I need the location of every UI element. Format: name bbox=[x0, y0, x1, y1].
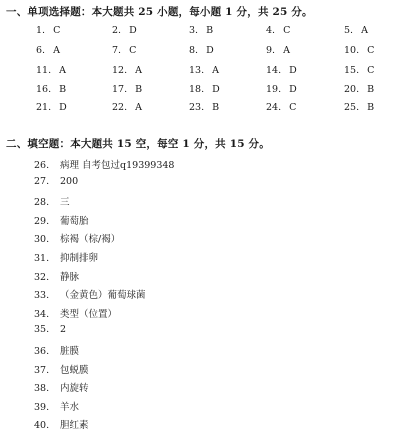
item-number: 30. bbox=[34, 234, 50, 246]
fill-answer-item bbox=[34, 213, 89, 227]
item-number: 37. bbox=[34, 364, 50, 376]
item-answer: 类型（位置） bbox=[60, 308, 118, 320]
item-answer: 胆红素 bbox=[60, 420, 89, 432]
item-number: 28. bbox=[34, 197, 50, 209]
item-number: 32. bbox=[34, 271, 50, 283]
item-answer: 三 bbox=[60, 197, 70, 209]
answer-letter: C bbox=[53, 25, 61, 36]
answer-letter: C bbox=[367, 45, 375, 56]
fill-answer-item bbox=[34, 269, 79, 283]
answer-letter: C bbox=[283, 25, 291, 36]
question-number: 25. bbox=[344, 102, 360, 113]
mc-answer-item bbox=[189, 45, 214, 56]
answer-letter: A bbox=[135, 102, 142, 113]
mc-answer-item bbox=[266, 102, 296, 113]
item-answer: 羊水 bbox=[60, 401, 80, 413]
question-number: 13. bbox=[189, 65, 205, 76]
item-number: 38. bbox=[34, 383, 50, 395]
answer-letter: A bbox=[53, 45, 60, 56]
item-number: 35. bbox=[34, 324, 50, 336]
question-number: 4. bbox=[266, 25, 276, 36]
item-answer: 抑制排卵 bbox=[60, 253, 99, 264]
question-number: 8. bbox=[189, 45, 199, 56]
fill-answer-item bbox=[34, 362, 89, 376]
mc-answer-item bbox=[344, 84, 374, 95]
mc-answer-item bbox=[189, 102, 219, 113]
item-answer: 棕褐（棕/褐） bbox=[60, 234, 121, 246]
mc-answer-item bbox=[112, 25, 137, 36]
fill-answer-item bbox=[34, 399, 79, 413]
mc-answer-item bbox=[266, 84, 297, 95]
question-number: 17. bbox=[112, 84, 128, 95]
mc-answer-item bbox=[112, 102, 142, 113]
answer-letter: C bbox=[129, 45, 137, 56]
mc-answer-item bbox=[266, 65, 297, 76]
question-number: 7. bbox=[112, 45, 122, 56]
mc-answer-item bbox=[189, 84, 220, 95]
question-number: 23. bbox=[189, 102, 205, 113]
mc-answer-item bbox=[344, 102, 374, 113]
mc-answer-item bbox=[112, 45, 136, 56]
item-answer: 200 bbox=[60, 175, 79, 187]
answer-letter: B bbox=[212, 102, 220, 113]
mc-answer-item bbox=[189, 25, 213, 36]
answer-letter: B bbox=[135, 84, 143, 95]
answer-letter: C bbox=[367, 65, 375, 76]
fill-answer-item bbox=[34, 287, 146, 301]
item-number: 31. bbox=[34, 253, 50, 264]
question-number: 5. bbox=[344, 25, 354, 36]
item-answer: 脏膜 bbox=[60, 346, 80, 357]
question-number: 12. bbox=[112, 65, 128, 76]
item-answer: （金黄色）葡萄球菌 bbox=[60, 290, 146, 302]
answer-letter: D bbox=[59, 102, 67, 113]
answer-letter: B bbox=[206, 25, 214, 36]
question-number: 18. bbox=[189, 84, 205, 95]
question-number: 2. bbox=[112, 25, 122, 36]
fill-answer-item bbox=[34, 176, 78, 187]
item-number: 27. bbox=[34, 175, 50, 187]
question-number: 19. bbox=[266, 84, 282, 95]
mc-answer-item bbox=[36, 102, 67, 113]
item-number: 33. bbox=[34, 290, 50, 302]
fill-answer-item bbox=[34, 157, 174, 171]
item-number: 26. bbox=[34, 160, 50, 171]
question-number: 9. bbox=[266, 45, 276, 56]
fill-answer-item bbox=[34, 250, 98, 264]
answer-letter: D bbox=[289, 84, 297, 95]
question-number: 3. bbox=[189, 25, 199, 36]
item-number: 40. bbox=[34, 420, 50, 432]
mc-answer-item bbox=[112, 84, 142, 95]
question-number: 21. bbox=[36, 102, 52, 113]
section1-title: 一、单项选择题：本大题共 25 小题，每小题 1 分，共 25 分。 bbox=[6, 6, 313, 18]
question-number: 14. bbox=[266, 65, 282, 76]
fill-answer-item bbox=[34, 380, 89, 394]
question-number: 6. bbox=[36, 45, 46, 56]
fill-answer-item bbox=[34, 306, 117, 320]
item-number: 29. bbox=[34, 215, 50, 227]
mc-answer-item bbox=[266, 45, 290, 56]
mc-answer-item bbox=[266, 25, 290, 36]
mc-answer-item bbox=[36, 45, 60, 56]
answer-letter: D bbox=[212, 84, 220, 95]
question-number: 11. bbox=[36, 65, 52, 76]
answer-letter: A bbox=[212, 65, 219, 76]
item-answer: 内旋转 bbox=[60, 383, 89, 395]
fill-answer-item bbox=[34, 417, 89, 431]
mc-answer-item bbox=[112, 65, 142, 76]
fill-answer-item bbox=[34, 324, 66, 335]
mc-answer-item bbox=[344, 45, 374, 56]
section2-title: 二、填空题：本大题共 15 空，每空 1 分，共 15 分。 bbox=[6, 138, 270, 150]
answer-letter: D bbox=[129, 25, 137, 36]
question-number: 22. bbox=[112, 102, 128, 113]
item-answer: 包蜕膜 bbox=[60, 364, 89, 376]
mc-answer-item bbox=[189, 65, 219, 76]
answer-letter: C bbox=[289, 102, 297, 113]
question-number: 10. bbox=[344, 45, 360, 56]
answer-letter: D bbox=[289, 65, 297, 76]
mc-answer-item bbox=[36, 84, 66, 95]
question-number: 20. bbox=[344, 84, 360, 95]
answer-letter: A bbox=[135, 65, 142, 76]
item-number: 36. bbox=[34, 346, 50, 357]
item-answer: 2 bbox=[60, 324, 67, 336]
answer-letter: B bbox=[59, 84, 67, 95]
question-number: 15. bbox=[344, 65, 360, 76]
item-number: 34. bbox=[34, 308, 50, 320]
fill-answer-item bbox=[34, 231, 120, 245]
mc-answer-item bbox=[344, 25, 368, 36]
question-number: 24. bbox=[266, 102, 282, 113]
answer-letter: B bbox=[367, 84, 375, 95]
mc-answer-item bbox=[344, 65, 374, 76]
fill-answer-item bbox=[34, 343, 79, 357]
mc-answer-item bbox=[36, 25, 60, 36]
mc-answer-item bbox=[36, 65, 66, 76]
question-number: 16. bbox=[36, 84, 52, 95]
answer-letter: B bbox=[367, 102, 375, 113]
question-number: 1. bbox=[36, 25, 46, 36]
answer-letter: A bbox=[59, 65, 66, 76]
fill-answer-item bbox=[34, 194, 70, 208]
answer-letter: A bbox=[361, 25, 368, 36]
item-answer: 静脉 bbox=[60, 271, 80, 283]
item-answer: 病理 自考包过q19399348 bbox=[60, 160, 175, 171]
answer-letter: D bbox=[206, 45, 214, 56]
item-number: 39. bbox=[34, 401, 50, 413]
item-answer: 葡萄胎 bbox=[60, 215, 89, 227]
answer-letter: A bbox=[283, 45, 290, 56]
